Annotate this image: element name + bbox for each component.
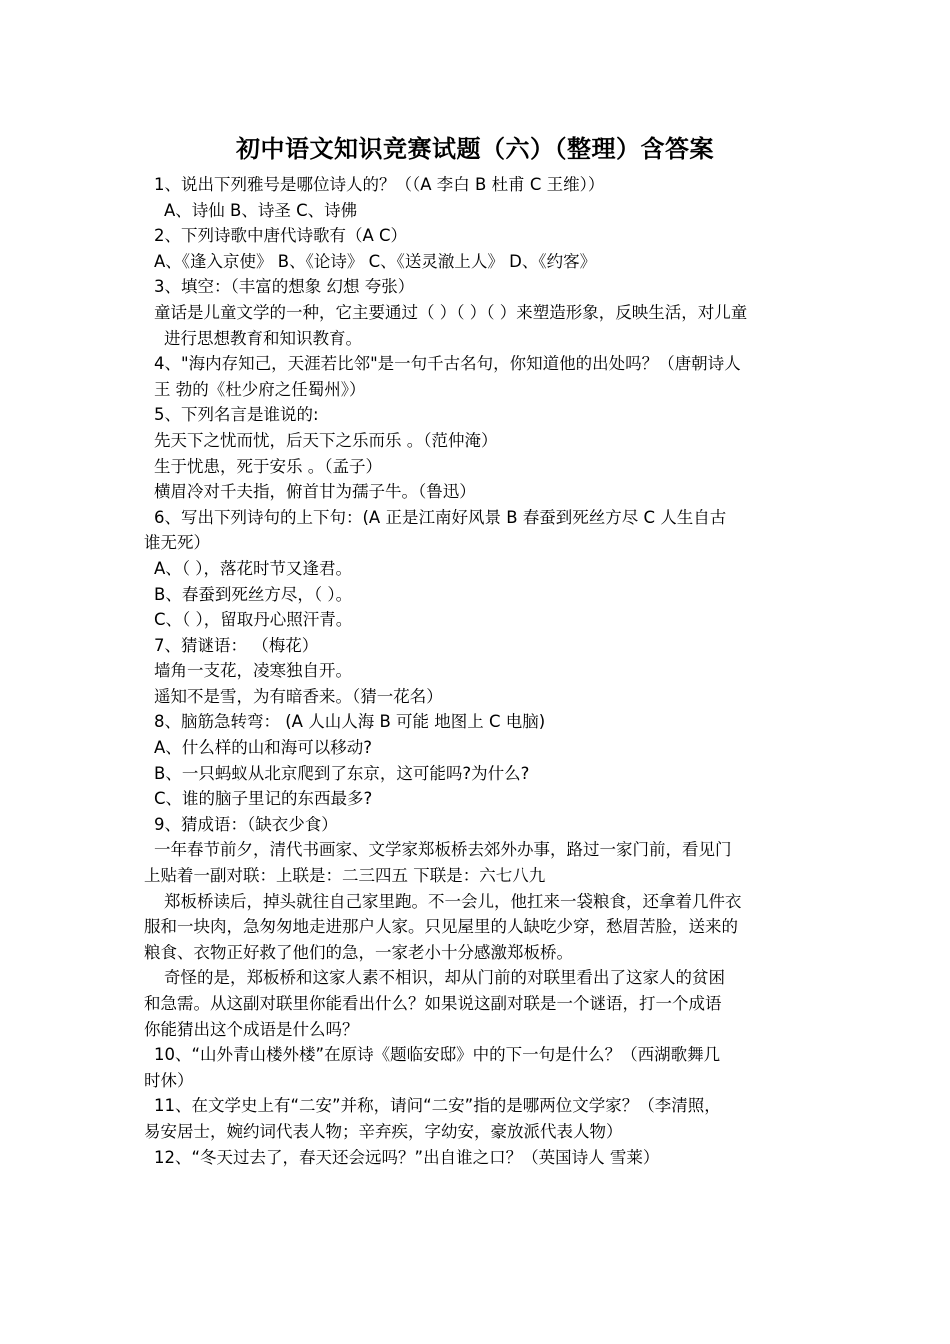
text-line: 先天下之忧而忧，后天下之乐而乐 。（范仲淹）: [154, 430, 498, 450]
text-line: 4、"海内存知己，天涯若比邻"是一句千古名句，你知道他的出处吗？（唐朝诗人: [154, 354, 741, 374]
text-line: 郑板桥读后，掉头就往自己家里跑。不一会儿，他扛来一袋粮食，还拿着几件衣: [164, 891, 742, 911]
text-line: 粮食、衣物正好救了他们的急，一家老小十分感激郑板桥。: [144, 942, 573, 962]
text-line: 遥知不是雪，为有暗香来。（猜一花名）: [154, 686, 443, 706]
text-line: 5、下列名言是谁说的:: [154, 405, 319, 425]
text-line: 6、写出下列诗句的上下句：(A 正是江南好风景 B 春蚕到死丝方尽 C 人生自古: [154, 507, 727, 527]
text-line: 11、在文学史上有“二安”并称，请问“二安”指的是哪两位文学家？（李清照，: [154, 1096, 721, 1116]
text-line: 童话是儿童文学的一种，它主要通过（ ）（ ）（ ）来塑造形象，反映生活，对儿童: [154, 302, 748, 322]
text-line: 9、猜成语：（缺衣少食）: [154, 814, 338, 834]
text-line: 谁无死）: [144, 533, 210, 553]
text-line: A、《逢入京使》 B、《论诗》 C、《送灵澈上人》 D、《约客》: [154, 251, 597, 271]
document-title: 初中语文知识竞赛试题（六）（整理）含答案: [236, 134, 714, 163]
text-line: 横眉冷对千夫指，俯首甘为孺子牛。（鲁迅）: [154, 482, 476, 502]
text-line: A、（ ），落花时节又逢君。: [154, 558, 353, 578]
text-line: 墙角一支花，凌寒独自开。: [154, 661, 352, 681]
document-body: [144, 172, 816, 1170]
text-line: A、诗仙 B、诗圣 C、诗佛: [164, 200, 358, 220]
text-line: 易安居士，婉约词代表人物；辛弃疾，字幼安，豪放派代表人物）: [144, 1121, 623, 1141]
text-line: 7、猜谜语： （梅花）: [154, 635, 319, 655]
text-line: B、一只蚂蚁从北京爬到了东京，这可能吗?为什么?: [154, 763, 530, 783]
text-line: B、春蚕到死丝方尽，（ ）。: [154, 584, 353, 604]
text-line: 奇怪的是，郑板桥和这家人素不相识，却从门前的对联里看出了这家人的贫困: [164, 968, 725, 988]
text-line: 2、下列诗歌中唐代诗歌有（A C）: [154, 226, 408, 246]
text-line: 10、“山外青山楼外楼”在原诗《题临安邸》中的下一句是什么？（西湖歌舞几: [154, 1045, 721, 1065]
text-line: 一年春节前夕，清代书画家、文学家郑板桥去郊外办事，路过一家门前，看见门: [154, 840, 732, 860]
text-line: 时休）: [144, 1070, 194, 1090]
text-line: 生于忧患，死于安乐 。（孟子）: [154, 456, 382, 476]
text-line: 12、“冬天过去了，春天还会远吗？”出自谁之口？（英国诗人 雪莱）: [154, 1147, 660, 1167]
text-line: 和急需。从这副对联里你能看出什么？如果说这副对联是一个谜语，打一个成语: [144, 994, 722, 1013]
text-line: C、谁的脑子里记的东西最多?: [154, 789, 373, 809]
text-line: 8、脑筋急转弯： (A 人山人海 B 可能 地图上 C 电脑): [154, 712, 546, 732]
text-line: 1、说出下列雅号是哪位诗人的？（（A 李白 B 杜甫 C 王维））: [154, 175, 605, 194]
text-line: 服和一块肉，急匆匆地走进那户人家。只见屋里的人缺吃少穿，愁眉苦脸，送来的: [144, 917, 738, 937]
text-line: A、什么样的山和海可以移动?: [154, 738, 373, 758]
text-line: 上贴着一副对联：上联是：二三四五 下联是：六七八九: [144, 866, 546, 886]
text-line: C、（ ），留取丹心照汗青。: [154, 610, 353, 630]
text-line: 王 勃的《杜少府之任蜀州》）: [154, 379, 366, 399]
text-line: 你能猜出这个成语是什么吗？: [144, 1019, 359, 1039]
text-line: 3、填空：（丰富的想象 幻想 夸张）: [154, 277, 415, 297]
text-line: 进行思想教育和知识教育。: [164, 328, 362, 348]
